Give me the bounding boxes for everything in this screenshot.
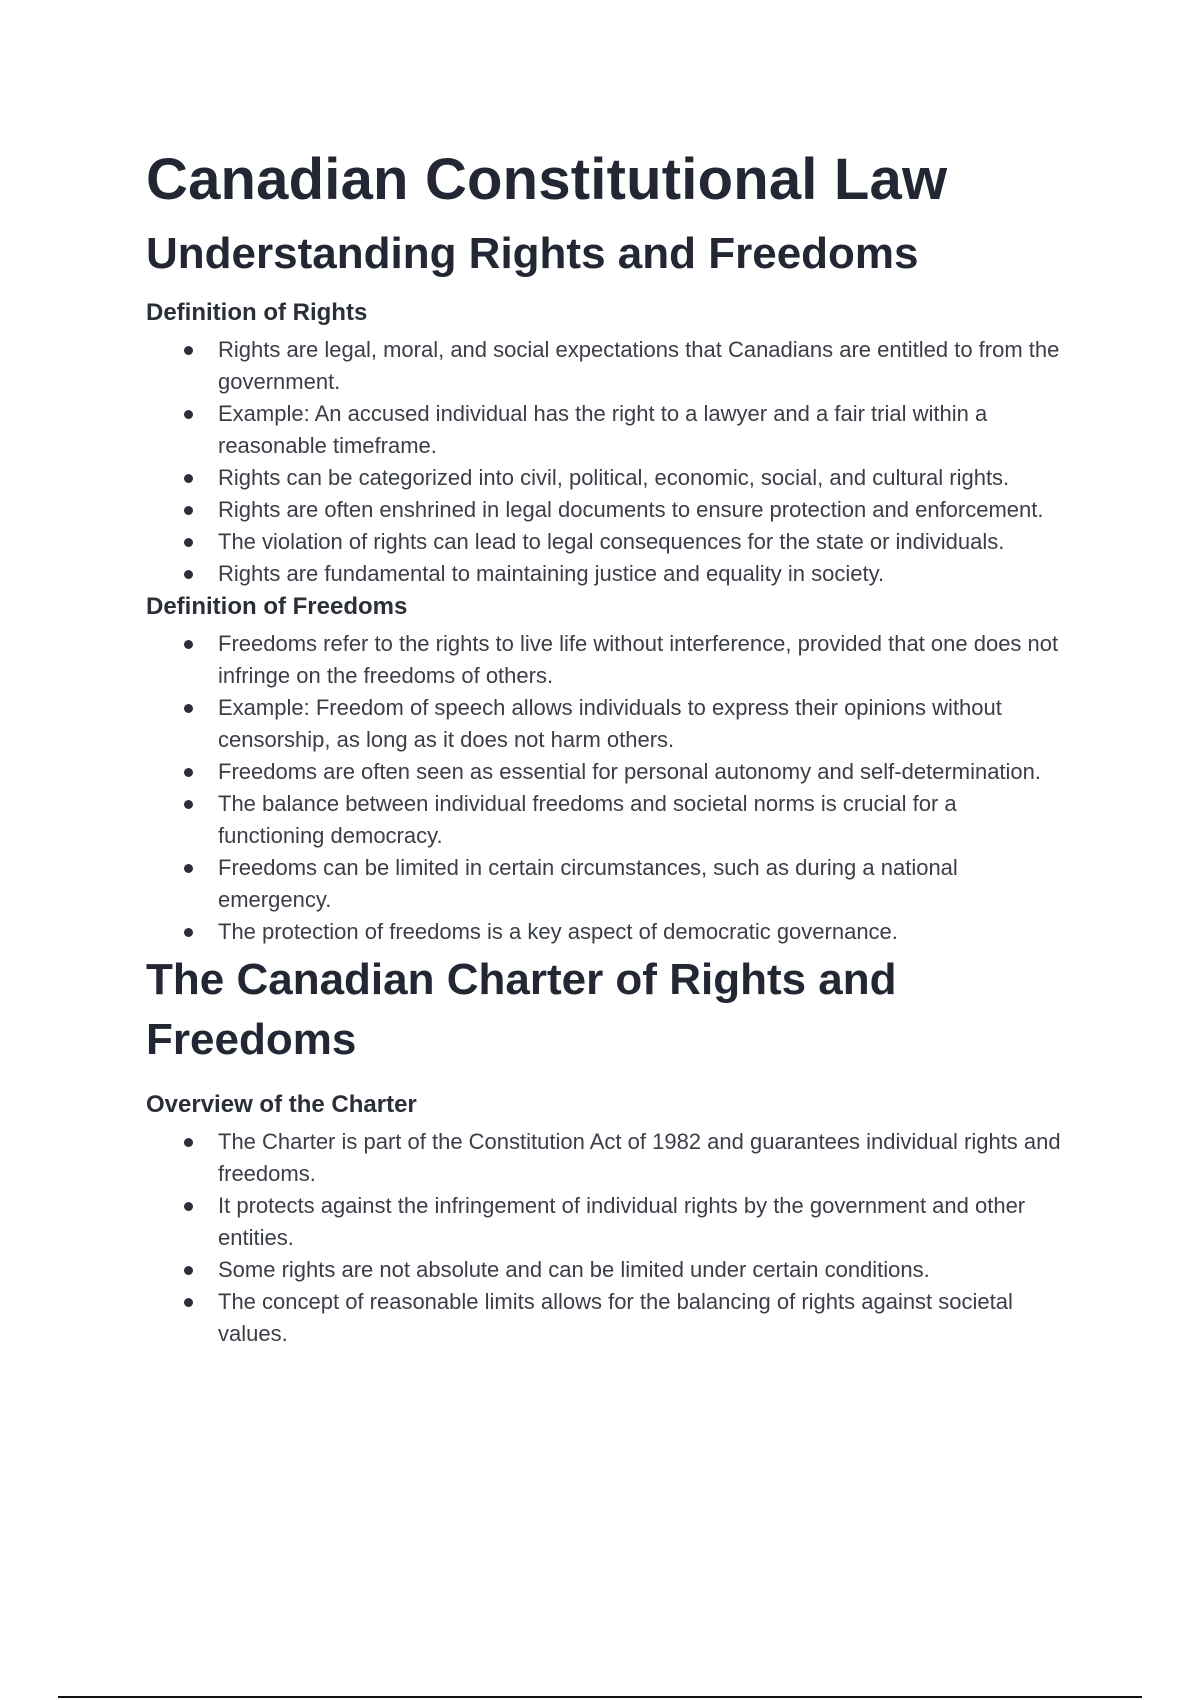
list-item: It protects against the infringement of individual rights by the government and other entities. xyxy=(218,1190,1106,1254)
section-title-rights-freedoms: Understanding Rights and Freedoms xyxy=(146,229,919,278)
list-item: Freedoms refer to the rights to live life without interference, provided that one does not infringe on the freedoms of others. xyxy=(218,628,1106,692)
list-item: Rights can be categorized into civil, political, economic, social, and cultural rights. xyxy=(218,462,1106,494)
list-item: Example: Freedom of speech allows individuals to express their opinions without censorship, as long as it does not harm others. xyxy=(218,692,1106,756)
subsection-title-definition-of-freedoms: Definition of Freedoms xyxy=(146,593,408,620)
subsection-title-definition-of-rights: Definition of Rights xyxy=(146,299,368,326)
list-item: Freedoms are often seen as essential for personal autonomy and self-determination. xyxy=(218,756,1106,788)
list-item: The concept of reasonable limits allows for the balancing of rights against societal values. xyxy=(218,1286,1106,1350)
document-page xyxy=(146,140,1106,1350)
list-item: Example: An accused individual has the right to a lawyer and a fair trial within a reasonable timeframe. xyxy=(218,398,1106,462)
list-item: The protection of freedoms is a key aspect of democratic governance. xyxy=(218,916,1106,948)
list-item: Rights are often enshrined in legal documents to ensure protection and enforcement. xyxy=(218,494,1106,526)
list-item: The violation of rights can lead to legal consequences for the state or individuals. xyxy=(218,526,1106,558)
list-item: Freedoms can be limited in certain circumstances, such as during a national emergency. xyxy=(218,852,1106,916)
list-item: Some rights are not absolute and can be limited under certain conditions. xyxy=(218,1254,1106,1286)
document-title: Canadian Constitutional Law xyxy=(146,147,948,212)
page-bottom-rule xyxy=(58,1696,1142,1698)
list-item: Rights are fundamental to maintaining justice and equality in society. xyxy=(218,558,1106,590)
charter-bullet-list xyxy=(146,1126,1106,1350)
list-item: The balance between individual freedoms and societal norms is crucial for a functioning democracy. xyxy=(218,788,1106,852)
rights-bullet-list xyxy=(146,334,1106,590)
section-title-charter: The Canadian Charter of Rights and Freedoms xyxy=(146,955,897,1064)
list-item: The Charter is part of the Constitution Act of 1982 and guarantees individual rights and freedoms. xyxy=(218,1126,1106,1190)
list-item: Rights are legal, moral, and social expectations that Canadians are entitled to from the government. xyxy=(218,334,1106,398)
freedoms-bullet-list xyxy=(146,628,1106,948)
subsection-title-overview-of-charter: Overview of the Charter xyxy=(146,1091,417,1118)
